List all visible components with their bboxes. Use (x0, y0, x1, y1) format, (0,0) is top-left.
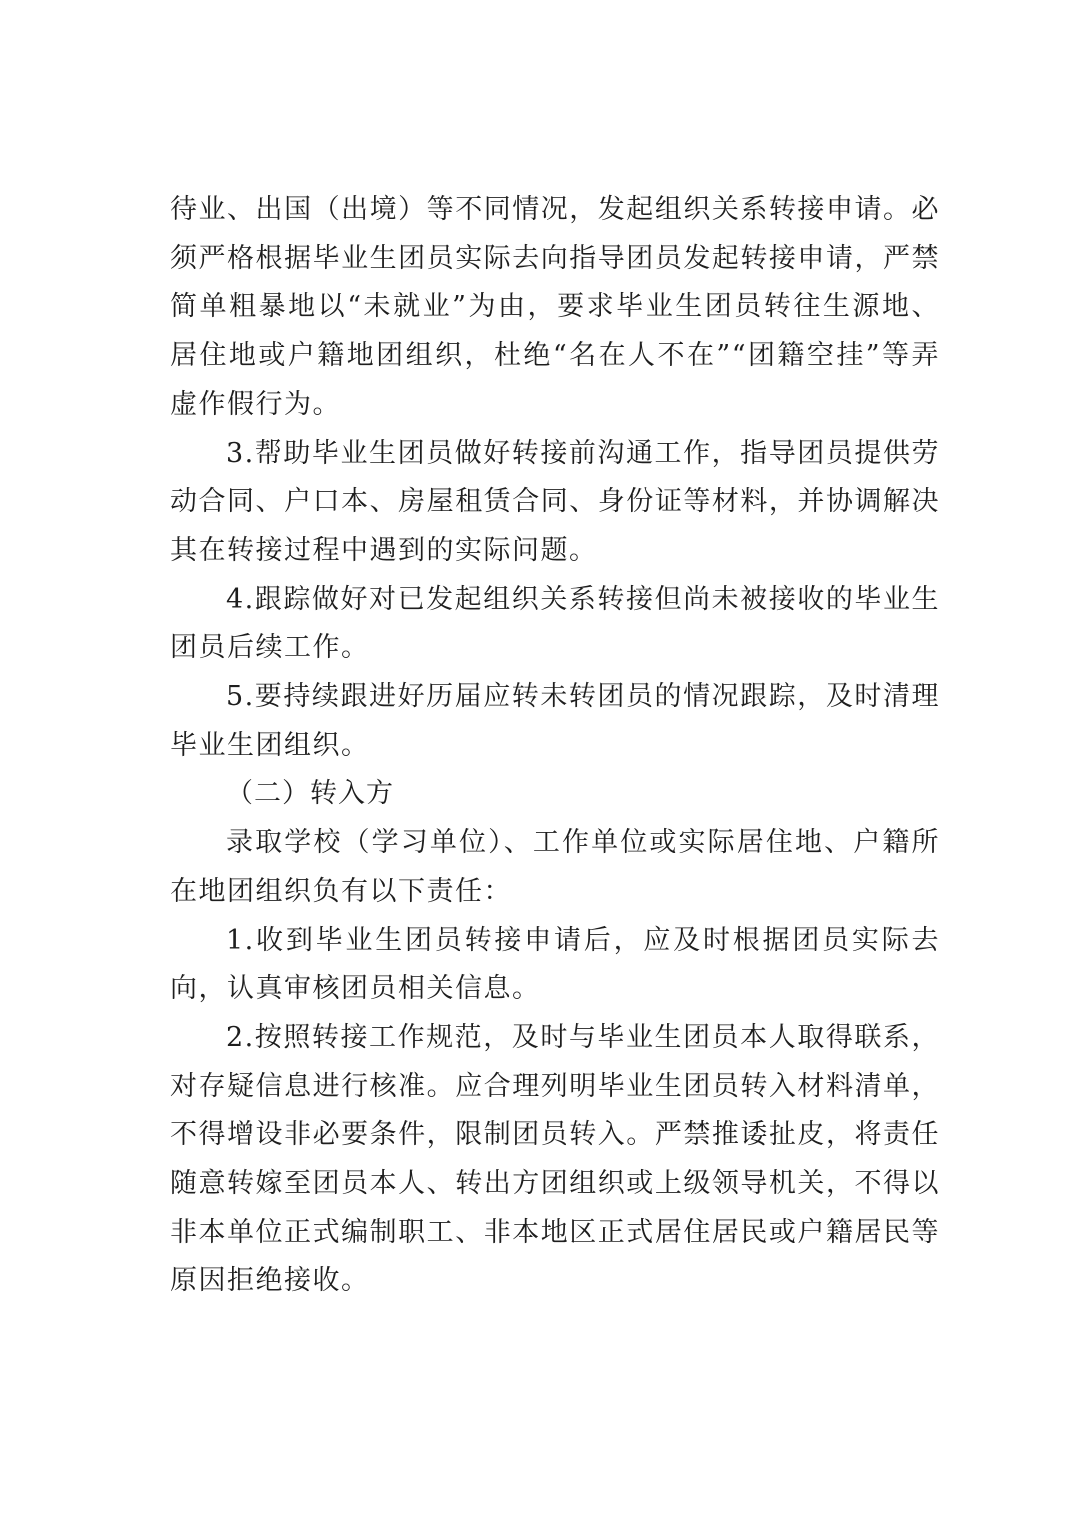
paragraph-item-3: 3.帮助毕业生团员做好转接前沟通工作，指导团员提供劳动合同、户口本、房屋租赁合同、身份证等材料，并协调解决其在转接过程中遇到的实际问题。 (170, 437, 940, 566)
paragraph-continuation: 待业、出国（出境）等不同情况，发起组织关系转接申请。必须严格根据毕业生团员实际去向指导团员发起转接申请，严禁简单粗暴地以“未就业”为由，要求毕业生团员转往生源地、居住地或户籍地团组织，杜绝“名在人不在”“团籍空挂”等弄虚作假行为。 (170, 194, 940, 420)
document-body (170, 186, 940, 1306)
paragraph-intro: 录取学校（学习单位）、工作单位或实际居住地、户籍所在地团组织负有以下责任： (170, 827, 940, 907)
section-heading: （二）转入方 (226, 778, 394, 810)
paragraph-item-4: 4.跟踪做好对已发起组织关系转接但尚未被接收的毕业生团员后续工作。 (170, 583, 940, 664)
paragraph-item-1: 1.收到毕业生团员转接申请后，应及时根据团员实际去向，认真审核团员相关信息。 (170, 924, 940, 1005)
paragraph-item-2: 2.按照转接工作规范，及时与毕业生团员本人取得联系，对存疑信息进行核准。应合理列明毕业生团员转入材料清单，不得增设非必要条件，限制团员转入。严禁推诿扯皮，将责任随意转嫁至团员本人、转出方团组织或上级领导机关，不得以非本单位正式编制职工、非本地区正式居住居民或户籍居民等原因拒绝接收。 (170, 1021, 940, 1297)
paragraph-item-5: 5.要持续跟进好历届应转未转团员的情况跟踪，及时清理毕业生团组织。 (170, 681, 940, 761)
